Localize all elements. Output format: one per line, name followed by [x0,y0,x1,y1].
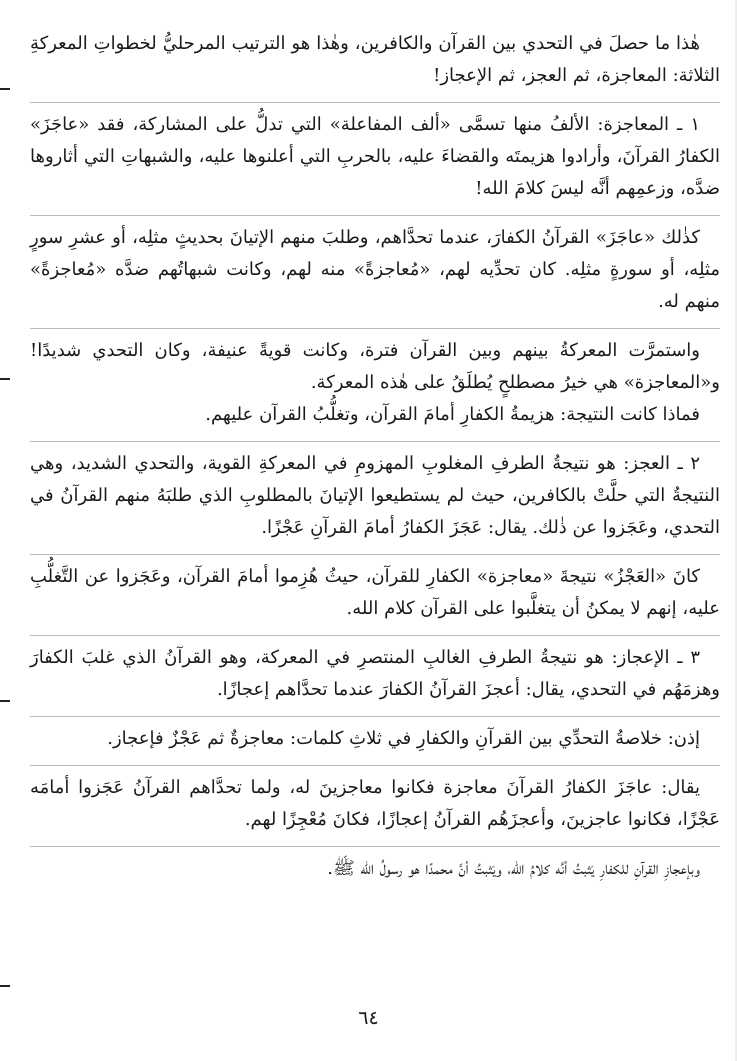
paragraph-ajz-definition [30,448,720,555]
paragraph-intro [30,28,720,103]
paragraph-quran-challenge [30,222,720,329]
paragraph-text: ٣ ـ الإعجاز: هو نتيجةُ الطرفِ الغالبِ المنتصرِ في المعركة، وهو القرآنُ الذي غلبَ الكفارَ وهزمَهُم في التحدي، يقال: أعجزَ القرآنُ الكفارَ عندما تحدَّاهم إعجازًا. [30,647,720,700]
margin-mark [0,985,10,987]
paragraph-text: كانَ «العَجْزُ» نتيجةَ «معاجزة» الكفارِ للقرآن، حيثُ هُزِموا أمامَ القرآن، وعَجَزوا عن التَّغلُّبِ عليه، إنهم لا يمكنُ أن يتغلَّبوا على القرآن كلام الله. [30,566,720,619]
paragraph-conclusion [30,853,720,895]
paragraph-text: ١ ـ المعاجزة: الألفُ منها تسمَّى «ألف المفاعلة» التي تدلُّ على المشاركة، فقد «عاجَزَ» الكفارُ القرآنَ، وأرادوا هزيمتَه والقضاءَ عليه، بالحربِ التي أعلنوها عليه، والشبهاتِ التي أثاروها ضدَّه، وزعمِهم أنَّه ليسَ كلامَ الله! [30,114,720,199]
margin-mark [0,700,10,702]
paragraph-text: واستمرَّت المعركةُ بينهم وبين القرآن فترة، وكانت قويةً عنيفة، وكان التحدي شديدًا! و«المعاجزة» هي خيرُ مصطلحٍ يُطلَقُ على هٰذه المعركة. [30,340,720,393]
paragraph-battle-result [30,335,720,442]
page-body [30,28,720,901]
paragraph-text: فماذا كانت النتيجة: هزيمةُ الكفارِ أمامَ القرآن، وتغلُّبُ القرآن عليهم. [205,404,700,425]
paragraph-ijaz-definition [30,642,720,717]
paragraph-text: ٢ ـ العجز: هو نتيجةُ الطرفِ المغلوبِ المهزومِ في المعركةِ القوية، والتحدي الشديد، وهي النتيجةُ التي حلَّتْ بالكافرين، حيث لم يستطيعوا الإتيانَ بالمطلوبِ الذي طلبَهُ منهم القرآنُ في التحدي، وعَجَزوا عن ذٰلك. يقال: عَجَزَ الكفارُ أمامَ القرآنِ عَجْزًا. [30,453,720,538]
paragraph-text: كذٰلك «عاجَزَ» القرآنُ الكفارَ، عندما تحدَّاهم، وطلبَ منهم الإتيانَ بحديثٍ مثلِه، أو عشرِ سورٍ مثلِه، أو سورةٍ مثلِه. كان تحدِّيه لهم، «مُعاجزةً» منه لهم، وكانت شبهاتُهم ضدَّه «مُعاجزةً» منهم له. [30,227,720,312]
paragraph-text: هٰذا ما حصلَ في التحدي بين القرآن والكافرين، وهٰذا هو الترتيب المرحليُّ لخطواتِ المعركةِ الثلاثة: المعاجزة، ثم العجز، ثم الإعجاز! [30,33,720,86]
paragraph-text: يقال: عاجَزَ الكفارُ القرآنَ معاجزة فكانوا معاجزينَ له، ولما تحدَّاهم القرآنُ عَجَزوا أمامَه عَجْزًا، فكانوا عاجزينَ، وأعجزَهُم القرآنُ إعجازًا، فكانَ مُعْجِزًا لهم. [30,777,720,830]
paragraph-summary [30,723,720,766]
margin-mark [0,88,10,90]
paragraph-ajz-result [30,561,720,636]
paragraph-text: وبإعجازِ القرآنِ للكفارِ يَثبتُ أنَّه كلامُ الله، ويَثبتُ أنَّ محمدًا هو رسولُ الله ﷺ. [327,858,700,879]
paragraph-text: إذن: خلاصةُ التحدِّي بين القرآنِ والكفارِ في ثلاثِ كلمات: معاجزةٌ ثم عَجْزٌ فإعجاز. [107,728,700,749]
paragraph-usage-example [30,772,720,847]
page-number: ٦٤ [358,1007,379,1029]
paragraph-muajaza-definition [30,109,720,216]
margin-mark [0,378,10,380]
